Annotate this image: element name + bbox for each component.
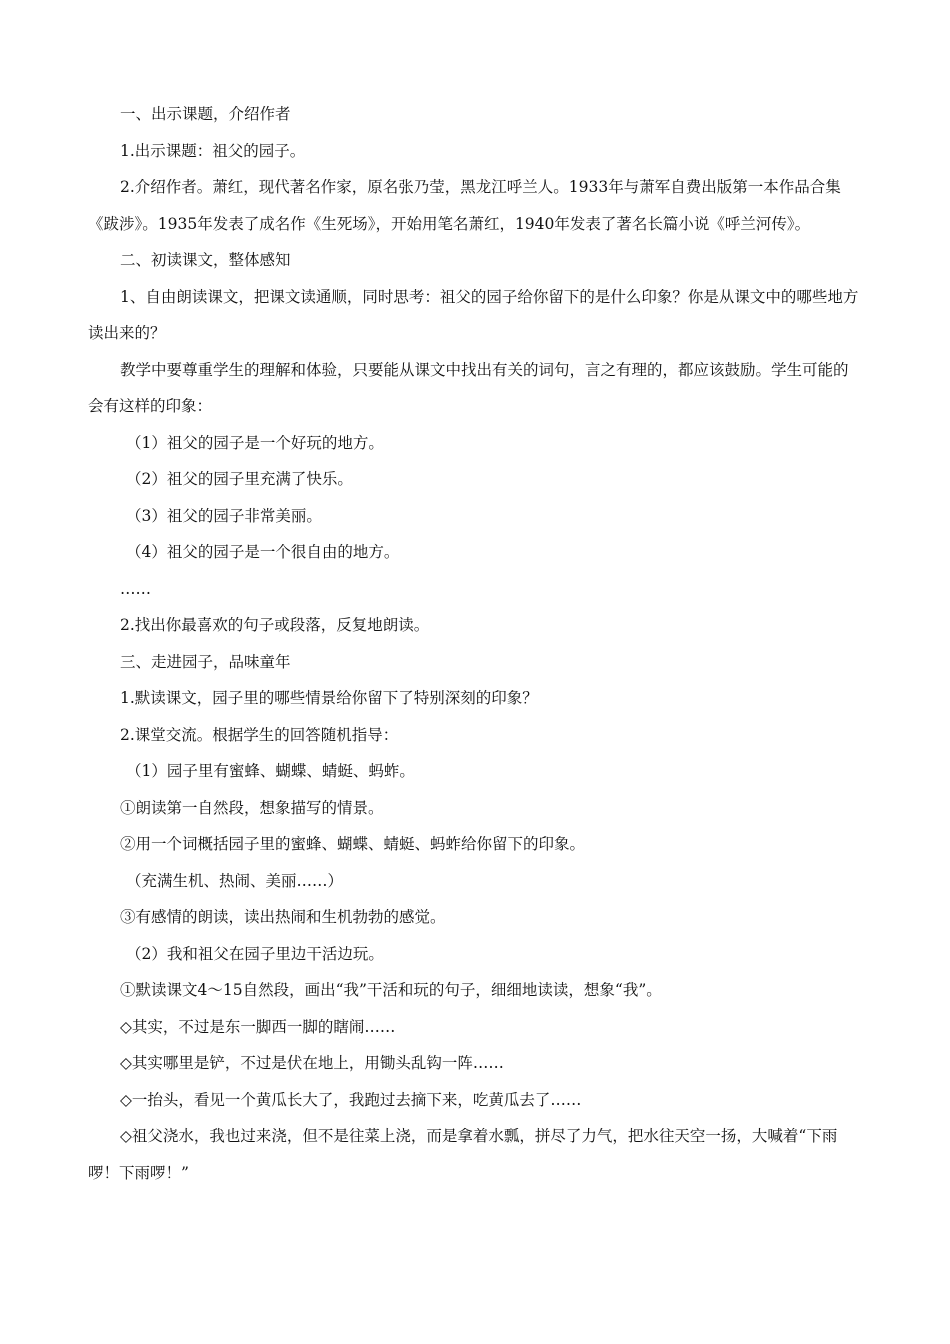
- paragraph: 2.介绍作者。萧红，现代著名作家，原名张乃莹，黑龙江呼兰人。1933年与萧军自费出版第一本作品合集《跋涉》。1935年发表了成名作《生死场》，开始用笔名萧红，1940年发表了著名长篇小说《呼兰河传》。: [88, 178, 841, 233]
- paragraph: 二、初读课文，整体感知: [120, 251, 291, 269]
- paragraph: （4）祖父的园子是一个很自由的地方。: [126, 543, 400, 561]
- paragraph: ③有感情的朗读，读出热闹和生机勃勃的感觉。: [120, 908, 446, 926]
- paragraph: ◇一抬头，看见一个黄瓜长大了，我跑过去摘下来，吃黄瓜去了……: [120, 1090, 582, 1109]
- paragraph: 1.出示课题：祖父的园子。: [120, 141, 306, 160]
- document-body: [88, 96, 860, 1191]
- paragraph: ①默读课文4～15自然段，画出“我”干活和玩的句子，细细地读读，想象“我”。: [120, 981, 662, 999]
- paragraph: （1）祖父的园子是一个好玩的地方。: [126, 433, 384, 452]
- paragraph: ◇其实，不过是东一脚西一脚的瞎闹……: [120, 1017, 396, 1036]
- paragraph: ……: [120, 579, 151, 598]
- paragraph: （3）祖父的园子非常美丽。: [126, 506, 322, 525]
- paragraph: ①朗读第一自然段，想象描写的情景。: [120, 798, 384, 817]
- paragraph: 1.默读课文，园子里的哪些情景给你留下了特别深刻的印象？: [120, 689, 538, 707]
- paragraph: ◇其实哪里是铲，不过是伏在地上，用锄头乱钩一阵……: [120, 1054, 504, 1072]
- paragraph: （1）园子里有蜜蜂、蝴蝶、蜻蜓、蚂蚱。: [126, 762, 415, 780]
- paragraph: （充满生机、热闹、美丽……）: [126, 871, 344, 890]
- paragraph: 2.课堂交流。根据学生的回答随机指导：: [120, 725, 399, 744]
- paragraph: 教学中要尊重学生的理解和体验，只要能从课文中找出有关的词句，言之有理的，都应该鼓励。学生可能的会有这样的印象：: [88, 360, 849, 415]
- paragraph: （2）我和祖父在园子里边干活边玩。: [126, 944, 384, 963]
- paragraph: 一、出示课题，介绍作者: [120, 105, 291, 123]
- paragraph: ◇祖父浇水，我也过来浇，但不是往菜上浇，而是拿着水瓢，拼尽了力气，把水往天空一扬，大喊着“下雨啰！下雨啰！”: [88, 1127, 838, 1182]
- paragraph: 1、自由朗读课文，把课文读通顺，同时思考：祖父的园子给你留下的是什么印象？你是从课文中的哪些地方读出来的？: [88, 287, 859, 342]
- paragraph: 2.找出你最喜欢的句子或段落，反复地朗读。: [120, 616, 430, 634]
- paragraph: （2）祖父的园子里充满了快乐。: [126, 470, 353, 488]
- paragraph: 三、走进园子，品味童年: [120, 652, 291, 671]
- paragraph: ②用一个词概括园子里的蜜蜂、蝴蝶、蜻蜓、蚂蚱给你留下的印象。: [120, 835, 586, 853]
